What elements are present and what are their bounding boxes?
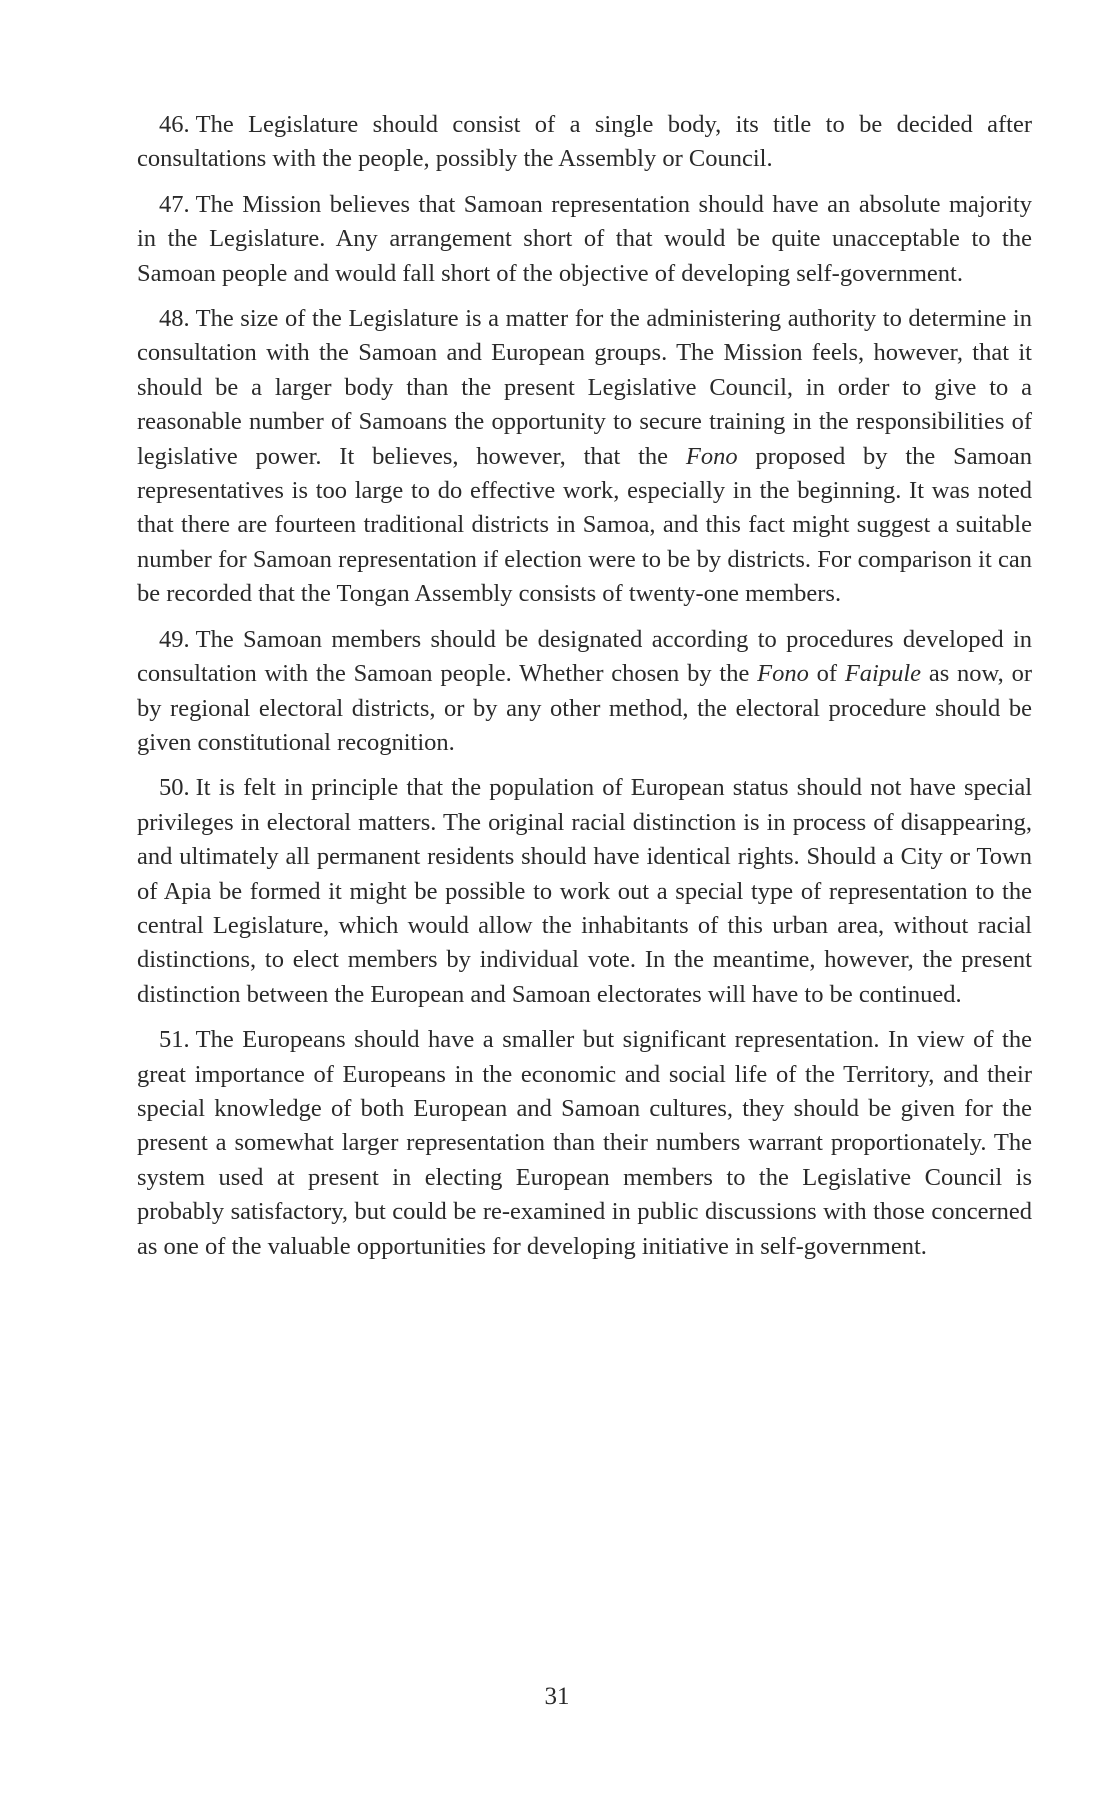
paragraph-number: 51. [159,1026,190,1054]
italic-term-faipule: Faipule [844,660,922,688]
paragraph-number: 50. [159,774,190,802]
document-body [137,108,1032,1275]
paragraph-text: The Mission believes that Samoan representation should have an absolute majority in the Legislature. Any arrangement short of that would be quite unacceptable to the Samoan people and would fall short of the objective of developing self-government. [137,190,1032,287]
italic-term-fono: Fono [757,660,809,688]
paragraph-text: as now, or by regional electoral districts, or by any other method, the electoral procedure should be given constitutional recognition. [137,660,1032,756]
paragraph-text: The Samoan members should be designated according to procedures developed in consultation with the Samoan people. Whether chosen by the [137,625,1032,688]
paragraph-number: 46. [159,111,190,138]
paragraph-50 [137,771,1032,1012]
paragraph-number: 49. [159,625,190,653]
paragraph-text: The Legislature should consist of a single body, its title to be decided after consultations with the people, possibly the Assembly or Council. [137,111,1032,173]
paragraph-48 [137,302,1032,612]
paragraph-46 [137,108,1032,177]
paragraph-51 [137,1023,1032,1264]
paragraph-number: 48. [159,305,190,333]
italic-term-fono: Fono [685,442,738,470]
paragraph-text: of [808,660,845,688]
paragraph-number: 47. [159,190,190,218]
paragraph-49 [137,623,1032,761]
paragraph-text: The Europeans should have a smaller but significant representation. In view of the great importance of Europeans in the economic and social life of the Territory, and their special knowledge of both European and Samoan cultures, they should be given for the present a somewhat larger representation than their numbers warrant proportionately. The system used at present in electing European members to the Legislative Council is probably satisfactory, but could be re-examined in public discussions with those concerned as one of the valuable opportunities for developing initiative in self-government. [137,1026,1032,1260]
paragraph-text: The size of the Legislature is a matter for the administering authority to determine in consultation with the Samoan and European groups. The Mission feels, however, that it should be a larger body than the present Legislative Council, in order to give to a reasonable number of Samoans the opportunity to secure training in the responsibilities of legislative power. It believes, however, that the [137,305,1032,470]
paragraph-47 [137,188,1032,291]
paragraph-text: proposed by the Samoan representatives is too large to do effective work, especially in the beginning. It was noted that there are fourteen traditional districts in Samoa, and this fact might suggest a suitable number for Samoan representation if election were to be by districts. For comparison it can be recorded that the Tongan Assembly consists of twenty-one members. [137,442,1033,608]
page-number: 31 [544,1683,570,1710]
paragraph-text: It is felt in principle that the population of European status should not have special privileges in electoral matters. The original racial distinction is in process of disappearing, and ultimately all permanent residents should have identical rights. Should a City or Town of Apia be formed it might be possible to work out a special type of representation to the central Legislature, which would allow the inhabitants of this urban area, without racial distinctions, to elect members by individual vote. In the meantime, however, the present distinction between the European and Samoan electorates will have to be continued. [137,774,1032,1008]
